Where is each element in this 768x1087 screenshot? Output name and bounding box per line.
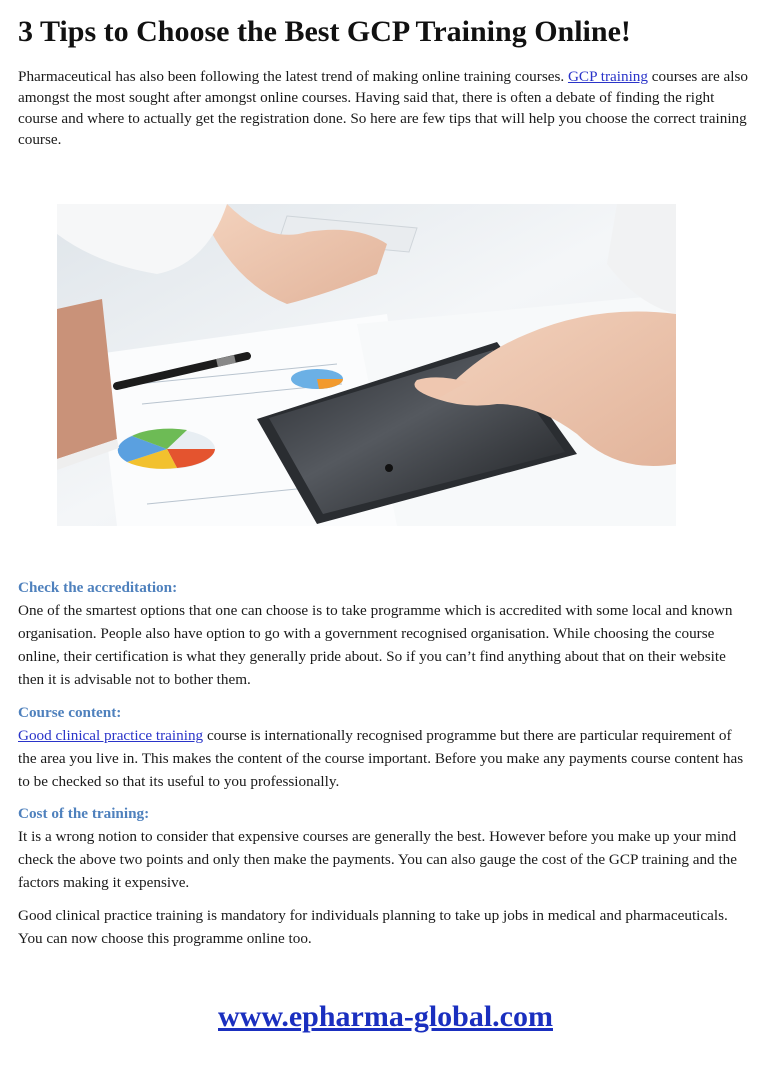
section-cost xyxy=(18,803,753,894)
footer xyxy=(18,1000,753,1034)
intro-text-end: courses are also amongst the most sought after amongst online courses. Having said that, there is often a debate of finding the right course and where to actually get the registration done. So here are few tips that will help you choose the correct training course. xyxy=(18,68,748,148)
intro-paragraph xyxy=(18,66,753,150)
section-course-content xyxy=(18,702,753,793)
document-page xyxy=(18,0,753,150)
website-link[interactable]: www.epharma-global.com xyxy=(218,1000,553,1033)
section-body-course-content xyxy=(18,724,753,793)
intro-text-start: Pharmaceutical has also been following the latest trend of making online training courses. xyxy=(18,68,568,85)
good-clinical-practice-link[interactable]: Good clinical practice training xyxy=(18,727,204,744)
section-heading-cost: Cost of the training: xyxy=(18,805,150,822)
closing-paragraph-block xyxy=(18,904,753,950)
section-body-accreditation: One of the smartest options that one can choose is to take programme which is accredited with some local and known organisation. People also have option to go with a government recognised organisation. While choosing the course online, their certification is what they generally pride about. So if you can’t find anything about that on their website then it is advisable not to bother them. xyxy=(18,602,733,688)
hero-image xyxy=(57,204,676,526)
course-content-text: course is internationally recognised programme but there are particular requirement of the area you live in. This makes the content of the course important. Before you make any payments course content has to be checked so that its useful to you professionally. xyxy=(18,727,744,790)
closing-paragraph: Good clinical practice training is mandatory for individuals planning to take up jobs in medical and pharmaceuticals. You can now choose this programme online too. xyxy=(18,907,728,947)
section-accreditation xyxy=(18,577,753,691)
gcp-training-link[interactable]: GCP training xyxy=(567,68,648,85)
section-heading-course-content: Course content: xyxy=(18,704,122,721)
section-body-cost: It is a wrong notion to consider that expensive courses are generally the best. However before you make up your mind check the above two points and only then make the payments. You can also gauge the cost of the GCP training and the factors making it expensive. xyxy=(18,828,737,891)
page-title: 3 Tips to Choose the Best GCP Training Online! xyxy=(18,15,631,48)
tablet-hands-photo-icon xyxy=(57,204,676,526)
section-heading-accreditation: Check the accreditation: xyxy=(18,579,178,596)
